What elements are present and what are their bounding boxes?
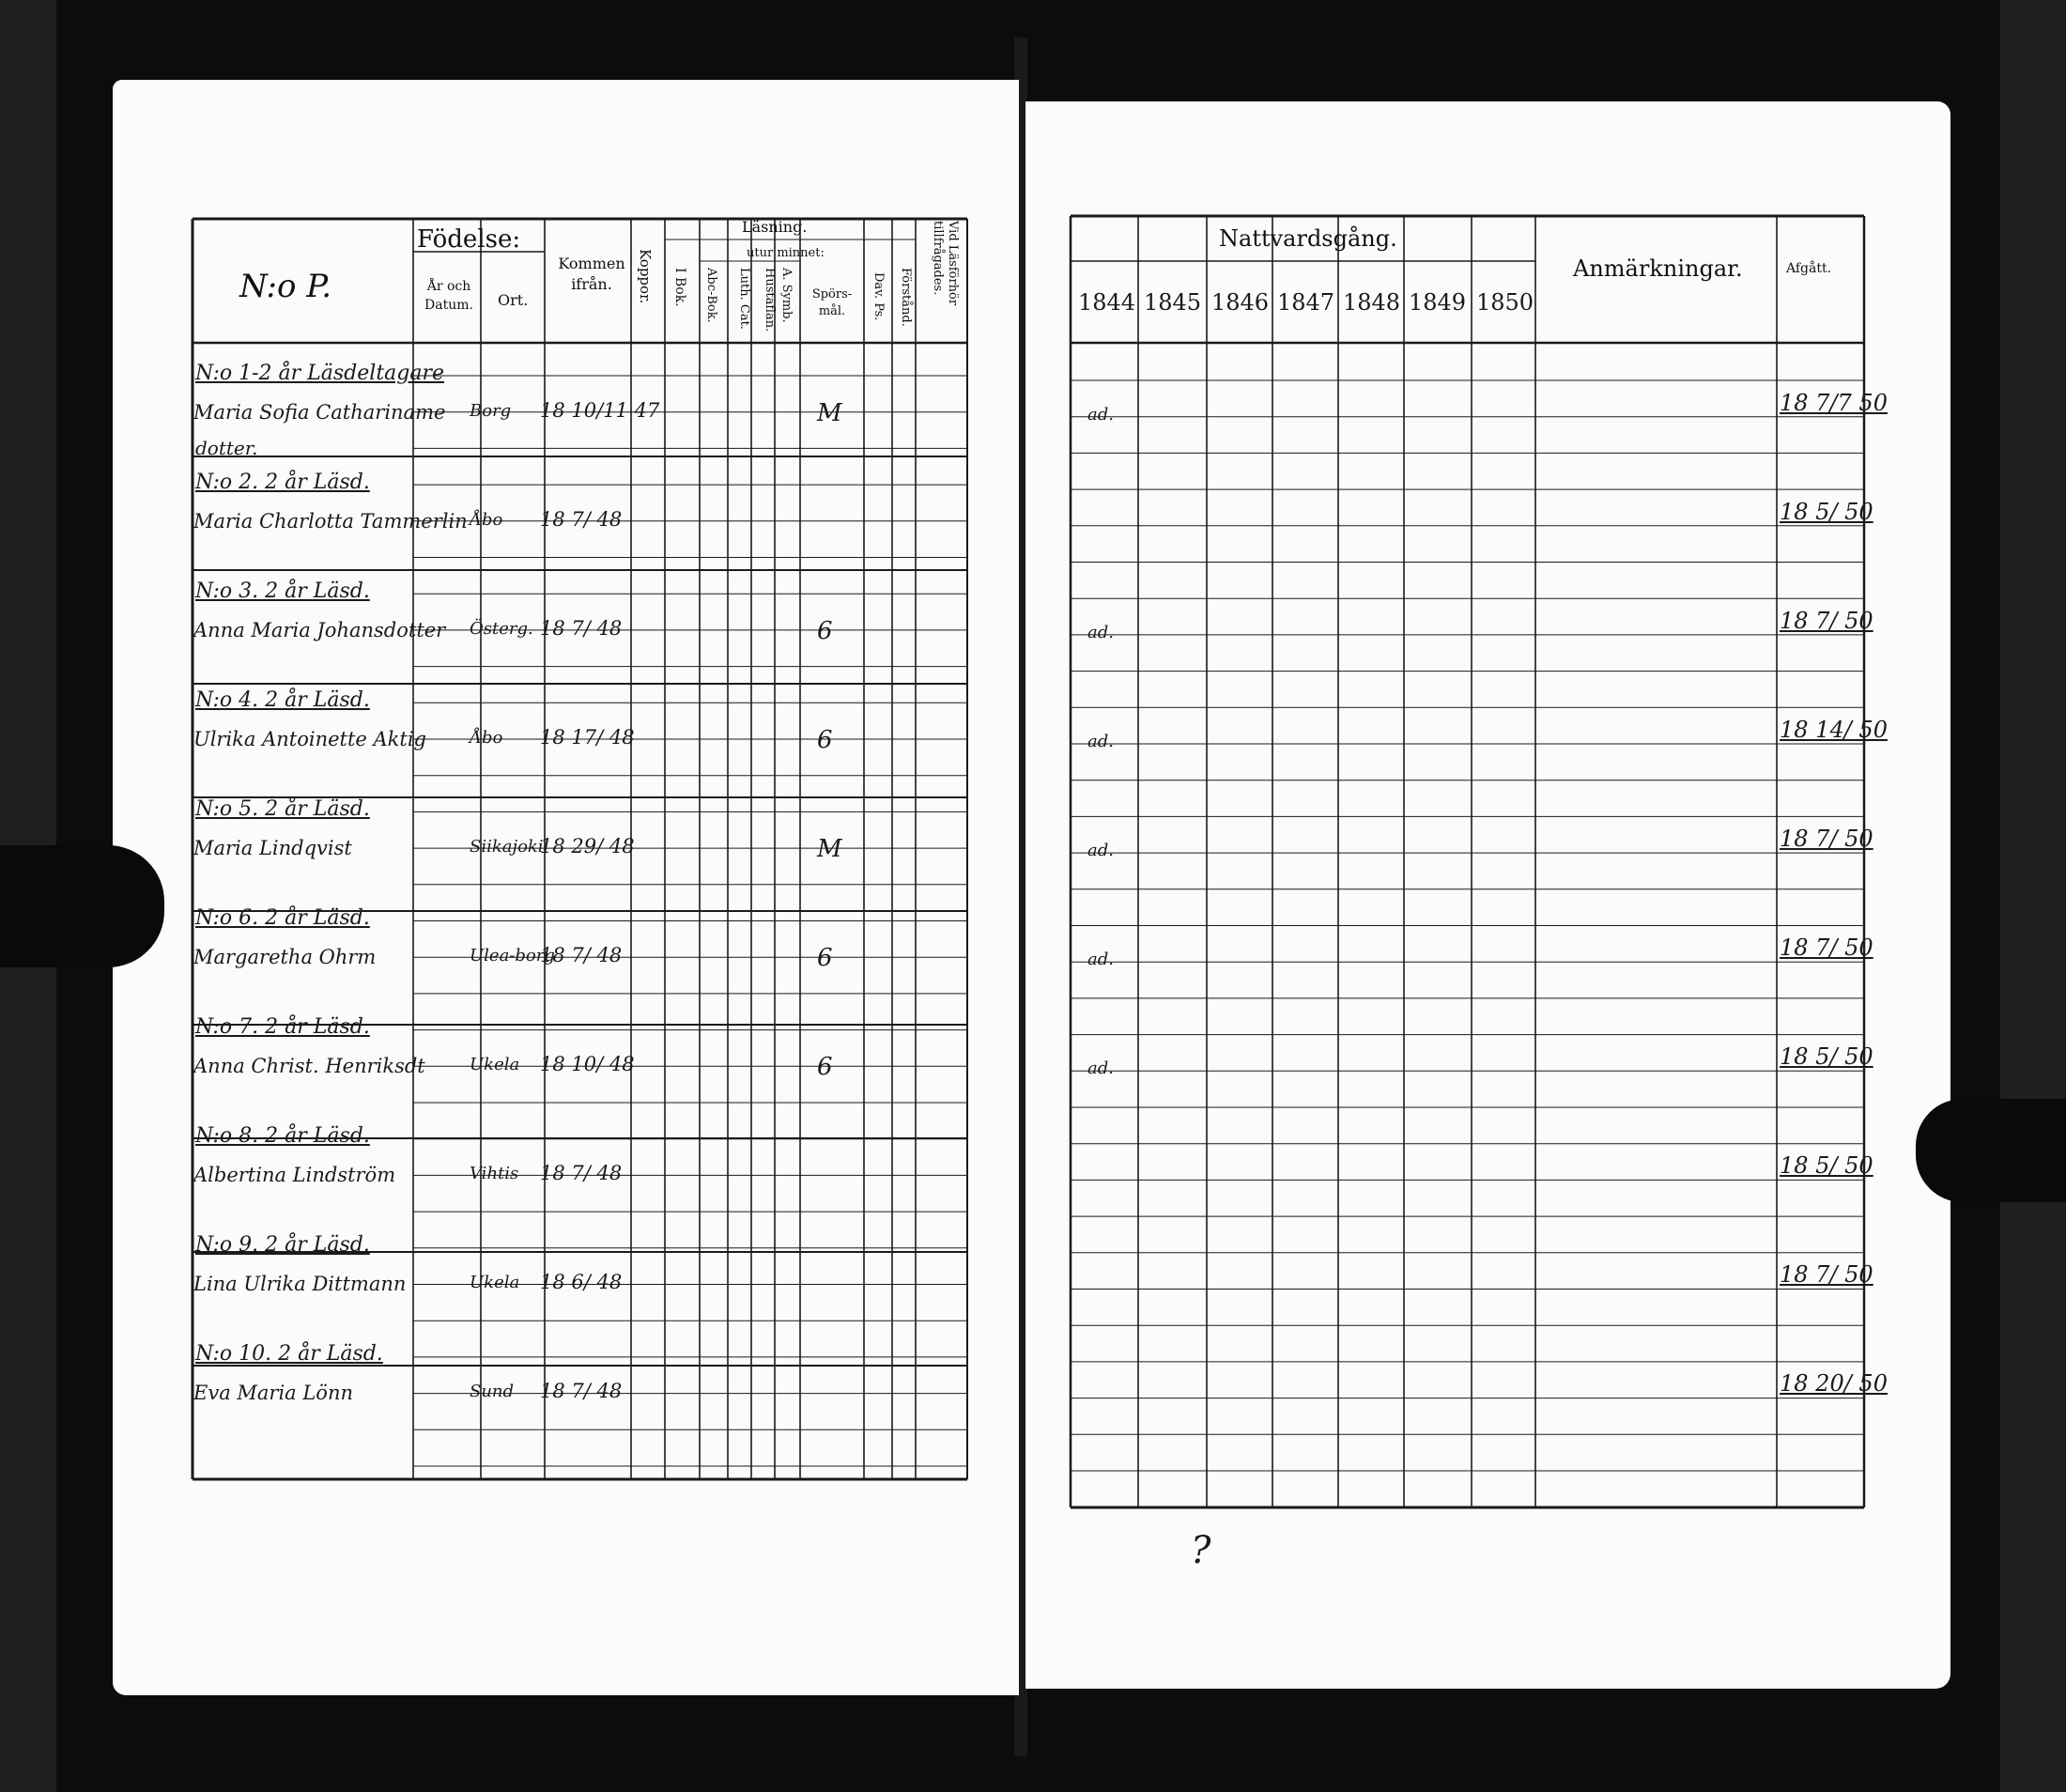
entry-birth-date: 18 7/ 48	[540, 1162, 623, 1184]
entry-birthplace: Sund	[470, 1382, 515, 1401]
entry-birth-date: 18 7/ 48	[540, 1380, 623, 1402]
entry-name: Maria Lindqvist	[193, 837, 352, 859]
abc-bok-header: Abc-Bok.	[704, 268, 718, 323]
entry-heading: N:o 6. 2 år Läsd.	[195, 906, 370, 930]
entry-afgatt: 18 5/ 50	[1780, 1152, 1873, 1179]
entry-birth-date: 18 10/11 47	[540, 399, 660, 422]
year-header-5: 1849	[1409, 289, 1467, 316]
entry-nattvard: ad.	[1087, 841, 1114, 860]
entry-heading: N:o 8. 2 år Läsd.	[195, 1124, 370, 1148]
entry-birthplace: Siikajoki	[470, 837, 544, 857]
entry-birthplace: Borg	[470, 401, 512, 421]
entry-birthplace: Ulea-borg	[470, 946, 555, 966]
entry-birthplace: Österg.	[470, 619, 533, 639]
year-header-0: 1844	[1078, 289, 1136, 316]
entry-birth-date: 18 29/ 48	[540, 835, 635, 857]
entry-birthplace: Åbo	[470, 728, 503, 748]
ort-header: Ort.	[498, 291, 529, 309]
entry-heading: N:o 7. 2 år Läsd.	[195, 1015, 370, 1039]
entry-birthplace: Vihtis	[470, 1164, 519, 1183]
vid-lasforhor-header: Vid Läsförhör tillfrågades.	[931, 221, 960, 306]
entry-name-line2: dotter.	[195, 437, 258, 459]
afgatt-header: Afgått.	[1786, 261, 1832, 276]
entry-sporsmal: 6	[817, 1053, 833, 1081]
entry-heading: N:o 9. 2 år Läsd.	[195, 1233, 370, 1257]
entry-heading: N:o 3. 2 år Läsd.	[195, 579, 370, 603]
entry-birth-date: 18 7/ 48	[540, 944, 623, 966]
entry-afgatt: 18 7/ 50	[1780, 1261, 1873, 1288]
entry-name: Eva Maria Lönn	[193, 1382, 353, 1404]
entry-afgatt: 18 5/ 50	[1780, 1043, 1873, 1070]
entry-sporsmal: 6	[817, 726, 833, 754]
year-header-3: 1847	[1277, 289, 1335, 316]
entry-nattvard: ad.	[1087, 950, 1114, 969]
forstand-header: Förstånd.	[899, 268, 913, 327]
year-header-6: 1850	[1476, 289, 1534, 316]
hustaflan-header: Hustaflan.	[763, 268, 777, 332]
entry-name: Ulrika Antoinette Aktig	[193, 728, 427, 750]
lasning-header: Läsning.	[742, 218, 808, 236]
entry-heading: N:o 5. 2 år Läsd.	[195, 797, 370, 821]
i-bok-header: I Bok.	[672, 268, 687, 307]
entry-name: Anna Christ. Henriksdt	[193, 1055, 425, 1077]
anmarkningar-header: Anmärkningar.	[1573, 255, 1743, 282]
dav-ps-header: Dav. Ps.	[871, 272, 886, 321]
entry-heading: N:o 1-2 år Läsdeltagare	[195, 362, 445, 385]
entry-birth-date: 18 7/ 48	[540, 508, 623, 531]
entry-heading: N:o 4. 2 år Läsd.	[195, 688, 370, 712]
kommen-ifran-header: Kommen ifrån.	[558, 255, 625, 293]
entry-afgatt: 18 20/ 50	[1780, 1370, 1888, 1397]
fodelse-header: Födelse:	[417, 225, 521, 254]
entry-nattvard: ad.	[1087, 623, 1114, 642]
entry-name: Margaretha Ohrm	[193, 946, 377, 968]
entry-birth-date: 18 10/ 48	[540, 1053, 635, 1075]
entry-heading: N:o 10. 2 år Läsd.	[195, 1342, 383, 1366]
entry-nattvard: ad.	[1087, 732, 1114, 751]
entry-name: Lina Ulrika Dittmann	[193, 1273, 407, 1295]
entry-afgatt: 18 14/ 50	[1780, 717, 1888, 743]
entry-afgatt: 18 7/ 50	[1780, 935, 1873, 961]
nr-header: N:o P.	[239, 268, 332, 305]
entry-birth-date: 18 7/ 48	[540, 617, 623, 640]
entry-sporsmal: 6	[817, 944, 833, 972]
luth-cat-header: Luth. Cat.	[737, 268, 751, 330]
entry-nattvard: ad.	[1087, 405, 1114, 425]
year-header-4: 1848	[1343, 289, 1401, 316]
pencil-question-mark: ?	[1191, 1529, 1211, 1572]
entry-afgatt: 18 7/ 50	[1780, 608, 1873, 634]
entry-birthplace: Ukela	[470, 1273, 520, 1292]
sporsmal-header: Spörs-mål.	[811, 287, 853, 318]
entry-nattvard: ad.	[1087, 1058, 1114, 1078]
entry-afgatt: 18 5/ 50	[1780, 499, 1873, 525]
ar-och-datum-header: År och Datum.	[424, 279, 473, 313]
entry-heading: N:o 2. 2 år Läsd.	[195, 471, 370, 494]
entry-birth-date: 18 6/ 48	[540, 1271, 623, 1293]
entry-birthplace: Ukela	[470, 1055, 520, 1074]
entry-sporsmal: 6	[817, 617, 833, 645]
entry-birthplace: Åbo	[470, 510, 503, 530]
year-header-1: 1845	[1144, 289, 1202, 316]
koppor-header: Koppor.	[637, 249, 654, 304]
year-header-2: 1846	[1211, 289, 1270, 316]
entry-name: Anna Maria Johansdotter	[193, 619, 446, 641]
entry-name: Maria Sofia Cathariname	[193, 401, 446, 424]
entry-birth-date: 18 17/ 48	[540, 726, 635, 749]
entry-name: Maria Charlotta Tammerlin	[193, 510, 468, 533]
entry-sporsmal: M	[817, 399, 842, 427]
entry-name: Albertina Lindström	[193, 1164, 396, 1186]
nattvardsgang-header: Nattvardsgång.	[1219, 225, 1397, 252]
utur-minnet-header: utur minnet:	[747, 246, 825, 260]
entry-afgatt: 18 7/7 50	[1780, 390, 1888, 416]
entry-afgatt: 18 7/ 50	[1780, 826, 1873, 852]
entry-sporsmal: M	[817, 835, 842, 863]
a-symb-header: A. Symb.	[779, 268, 794, 323]
